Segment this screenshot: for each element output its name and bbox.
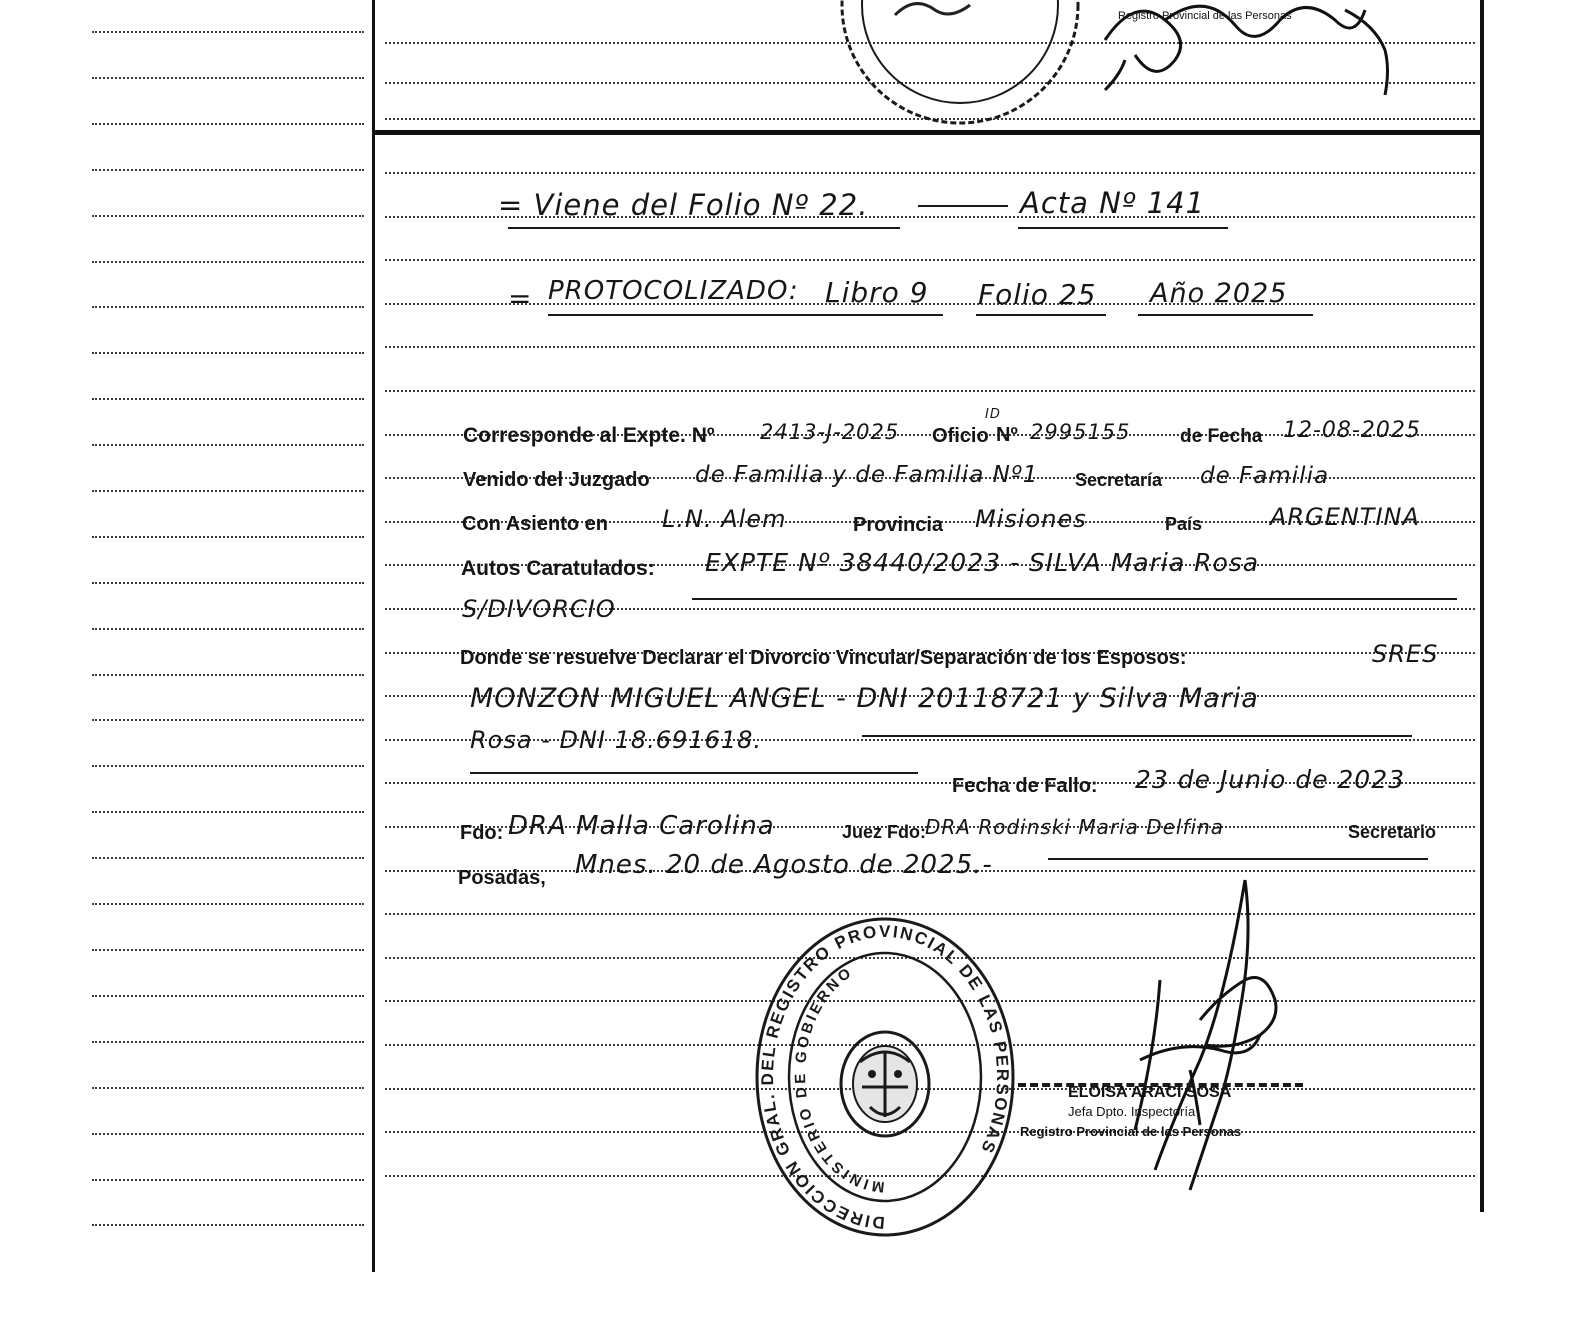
folio-line: = Viene del Folio Nº 22. bbox=[498, 188, 869, 222]
ruled-line bbox=[92, 903, 364, 905]
fecha-value: 12-08-2025 bbox=[1283, 418, 1421, 443]
ruled-line bbox=[92, 857, 364, 859]
asiento-label: Con Asiento en bbox=[462, 513, 608, 535]
secretaria-value: de Familia bbox=[1200, 463, 1330, 489]
ruled-line bbox=[92, 674, 364, 676]
asiento-value: L.N. Alem bbox=[662, 505, 787, 533]
juez-fdo-label: Juez Fdo: bbox=[842, 822, 926, 842]
protocolizado-label: PROTOCOLIZADO: bbox=[548, 276, 799, 306]
ruled-line bbox=[92, 1179, 364, 1181]
posadas-rule bbox=[1048, 858, 1428, 860]
ruled-line bbox=[92, 215, 364, 217]
oficio-id-mark: ID bbox=[985, 407, 1001, 422]
ruled-line bbox=[385, 259, 1475, 261]
signatory-office: Registro Provincial de las Personas bbox=[1020, 1124, 1242, 1139]
oficio-nro-label: Nº bbox=[996, 424, 1018, 446]
ruled-line bbox=[92, 949, 364, 951]
ruled-line bbox=[92, 261, 364, 263]
provincia-value: Misiones bbox=[975, 505, 1087, 533]
fdo-label: Fdo: bbox=[460, 822, 504, 844]
fallo-label: Fecha de Fallo: bbox=[952, 775, 1098, 797]
coat-of-arms-icon bbox=[841, 1032, 929, 1136]
ruled-line bbox=[92, 352, 364, 354]
ruled-line bbox=[92, 1133, 364, 1135]
folio-dash bbox=[918, 205, 1008, 207]
juez-name: DRA Malla Carolina bbox=[508, 811, 775, 841]
ruled-line bbox=[92, 719, 364, 721]
ruled-line bbox=[92, 398, 364, 400]
official-stamp bbox=[750, 912, 1020, 1252]
signatory-title: Jefa Dpto. Inspectoría bbox=[1068, 1104, 1196, 1119]
fecha-label: de Fecha bbox=[1180, 426, 1263, 447]
protocolizado-underline-3 bbox=[1138, 314, 1313, 316]
libro-number: Libro 9 bbox=[825, 276, 929, 309]
folio-number: Folio 25 bbox=[978, 278, 1097, 311]
esposos-line-2: Rosa - DNI 18.691618. bbox=[470, 726, 763, 754]
ruled-line bbox=[92, 1087, 364, 1089]
main-signature bbox=[1080, 870, 1320, 1200]
autos-continuation: S/DIVORCIO bbox=[462, 595, 616, 623]
fallo-rule bbox=[470, 772, 918, 774]
top-stamp-fragment bbox=[835, 0, 1115, 135]
ruled-line bbox=[92, 123, 364, 125]
divorcio-label: Donde se resuelve Declarar el Divorcio Vincular/Separación de los Esposos: bbox=[460, 647, 1187, 669]
ruled-line bbox=[92, 765, 364, 767]
anio-number: Año 2025 bbox=[1150, 278, 1288, 309]
ruled-line bbox=[92, 1041, 364, 1043]
protocolizado-underline-1 bbox=[548, 314, 943, 316]
ruled-line bbox=[92, 995, 364, 997]
ruled-line bbox=[92, 306, 364, 308]
autos-rule bbox=[692, 598, 1457, 600]
ruled-line bbox=[92, 444, 364, 446]
autos-value: EXPTE Nº 38440/2023 - SILVA Maria Rosa bbox=[705, 548, 1260, 577]
expte-value: 2413-J-2025 bbox=[760, 420, 900, 444]
acta-number: Acta Nº 141 bbox=[1020, 186, 1206, 220]
ruled-line bbox=[92, 169, 364, 171]
ruled-line bbox=[92, 77, 364, 79]
oficio-value: 2995155 bbox=[1030, 420, 1131, 444]
ruled-line bbox=[92, 31, 364, 33]
secretario-label: Secretario bbox=[1348, 822, 1437, 842]
ruled-line bbox=[385, 390, 1475, 392]
secretaria-label: Secretaría bbox=[1075, 470, 1163, 490]
autos-label: Autos Caratulados: bbox=[461, 557, 655, 580]
ruled-line bbox=[385, 172, 1475, 174]
stamp-inner-text: MINISTERIO DE GOBIERNO bbox=[791, 963, 886, 1196]
ruled-line bbox=[385, 346, 1475, 348]
secretario-name: DRA Rodinski Maria Delfina bbox=[925, 815, 1225, 839]
oficio-label: Oficio bbox=[932, 425, 989, 447]
pais-label: País bbox=[1165, 514, 1203, 534]
stamp-outer-text: DIRECCION GRAL. DEL REGISTRO PROVINCIAL DE LAS PERSONAS bbox=[758, 921, 1013, 1233]
left-margin-rule bbox=[372, 0, 375, 1272]
posadas-label: Posadas, bbox=[458, 867, 546, 889]
juzgado-label: Venido del Juzgado bbox=[463, 469, 650, 491]
signatory-name: ELOISA ARACI SOSA bbox=[1068, 1084, 1232, 1101]
protocolizado-underline-2 bbox=[976, 314, 1106, 316]
ruled-line bbox=[92, 536, 364, 538]
juzgado-value: de Familia y de Familia Nº1 bbox=[695, 462, 1039, 488]
esposos-rule bbox=[862, 735, 1412, 737]
right-margin-rule bbox=[1480, 0, 1484, 1212]
protocolizado-prefix: = bbox=[508, 282, 533, 315]
ruled-line bbox=[92, 628, 364, 630]
pais-value: ARGENTINA bbox=[1270, 503, 1420, 531]
top-signature-caption: Registro Provincial de las Personas bbox=[1118, 10, 1292, 22]
provincia-label: Provincia bbox=[853, 514, 944, 536]
ruled-line bbox=[92, 490, 364, 492]
ruled-line bbox=[92, 582, 364, 584]
esposos-line-1: MONZON MIGUEL ANGEL - DNI 20118721 y Silva Maria bbox=[470, 683, 1259, 714]
ruled-line bbox=[92, 811, 364, 813]
folio-underline bbox=[508, 227, 900, 229]
acta-underline bbox=[1018, 227, 1228, 229]
ruled-line bbox=[92, 1224, 364, 1226]
expte-label: Corresponde al Expte. Nº bbox=[463, 424, 715, 447]
posadas-value: Mnes. 20 de Agosto de 2025.- bbox=[575, 850, 993, 880]
fallo-value: 23 de Junio de 2023 bbox=[1135, 765, 1406, 794]
divorcio-value: SRES bbox=[1372, 640, 1439, 668]
